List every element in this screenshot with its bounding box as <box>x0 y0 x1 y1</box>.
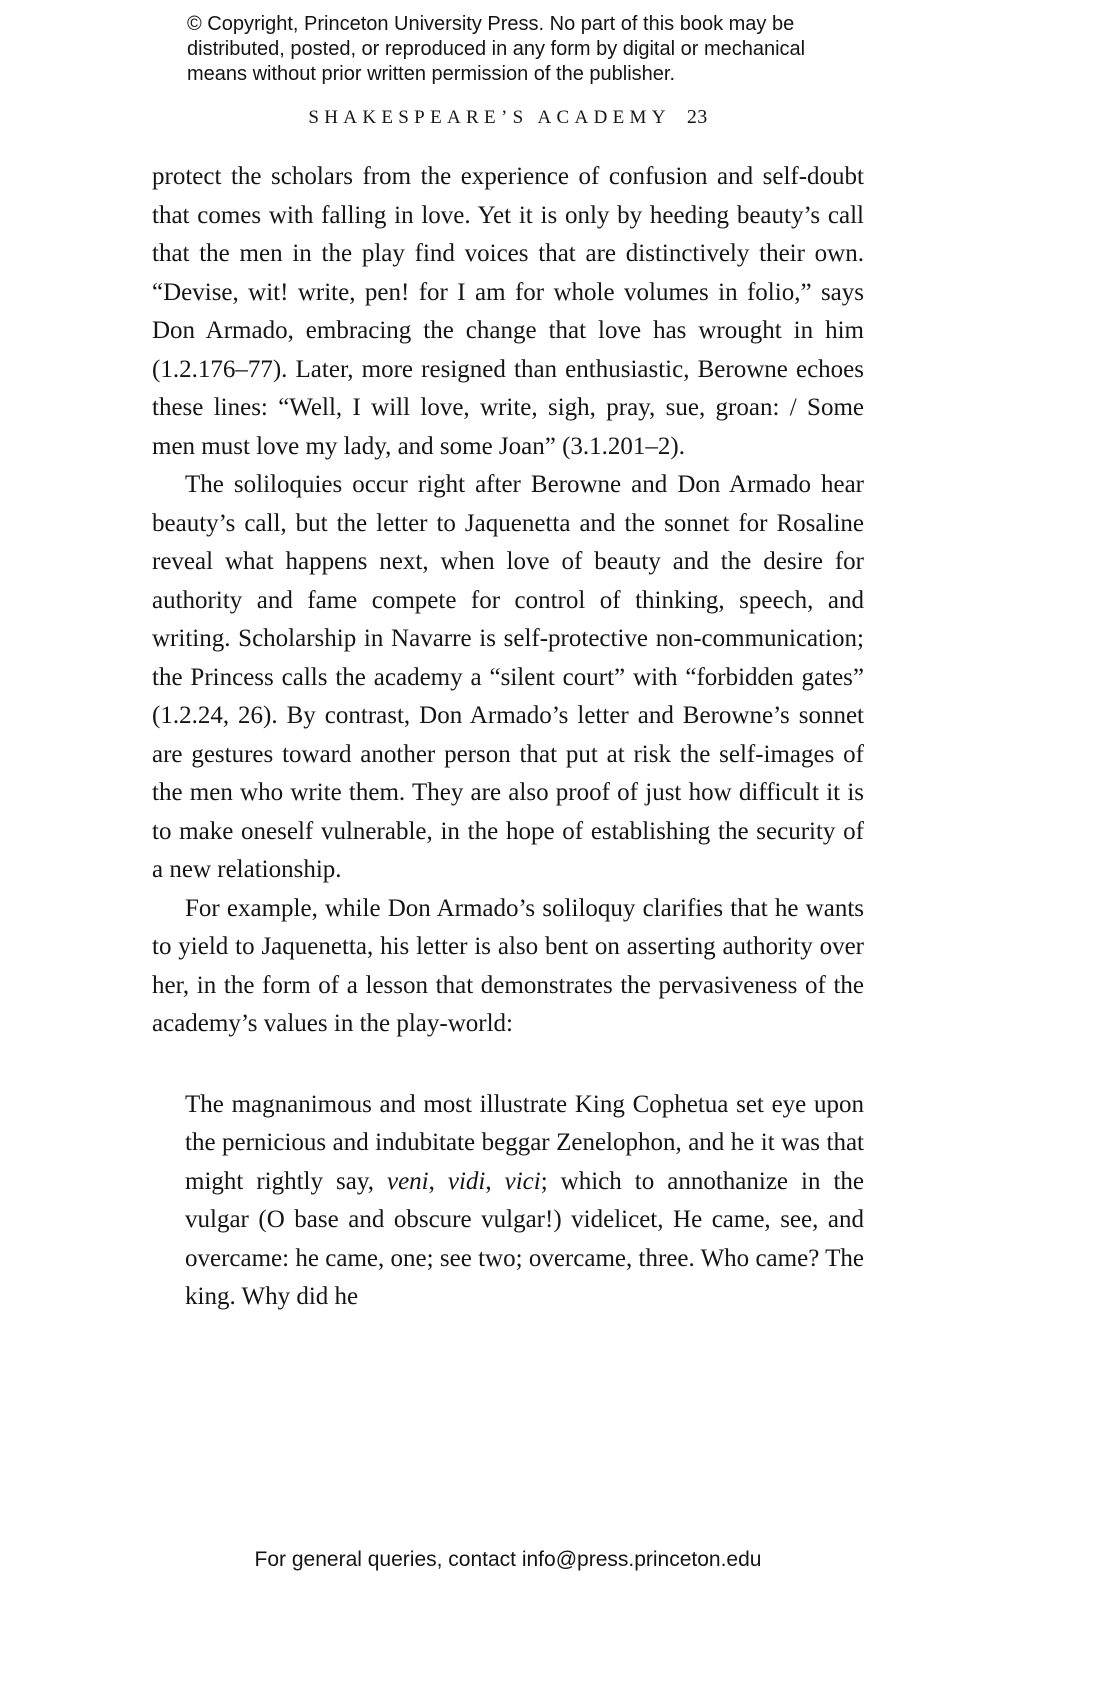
running-head <box>152 106 864 129</box>
paragraph-soliloquies: The soliloquies occur right after Berowne and Don Armado hear beauty’s call, but the letter to Jaquenetta and the sonnet for Rosaline reveal what happens next, when love of beauty and the desire for authority and fame compete for control of thinking, speech, and writing. Scholarship in Navarre is self-protective non-communication; the Princess calls the academy a “silent court” with “forbidden gates” (1.2.24, 26). By contrast, Don Armado’s letter and Berowne’s sonnet are gestures toward another person that put at risk the self-images of the men who write them. They are also proof of just how difficult it is to make oneself vulnerable, in the hope of establishing the security of a new relationship. <box>152 471 864 883</box>
copyright-line: means without prior written permission of the publisher. <box>187 63 676 85</box>
footer-contact: For general queries, contact info@press.princeton.edu <box>254 1548 762 1571</box>
paragraph-for-example: For example, while Don Armado’s soliloquy clarifies that he wants to yield to Jaquenetta, his letter is also bent on asserting authority over her, in the form of a lesson that demonstrates the pervasiveness of the academy’s values in the play-world: <box>152 894 864 1037</box>
copyright-line: distributed, posted, or reproduced in any form by digital or mechanical <box>187 38 806 60</box>
copyright-line: © Copyright, Princeton University Press. No part of this book may be <box>187 13 795 35</box>
page-body <box>152 158 864 1317</box>
paragraph-continuation: protect the scholars from the experience of confusion and self-doubt that comes with falling in love. Yet it is only by heeding beauty’s call that the men in the play find voices that are distinctively their own. “Devise, wit! write, pen! for I am for whole volumes in folio,” says Don Armado, embracing the change that love has wrought in him (1.2.176–77). Later, more resigned than enthusiastic, Berowne echoes these lines: “Well, I will love, write, sigh, pray, sue, groan: / Some men must love my lady, and some Joan” (3.1.201–2). <box>152 163 864 460</box>
running-head-title: SHAKESPEARE’S ACADEMY <box>308 107 671 128</box>
block-quote-armado-letter: The magnanimous and most illustrate King Cophetua set eye upon the pernicious and indubitate beggar Zenelophon, and he it was that might rightly say, veni, vidi, vici; which to annothanize in the vulgar (O base and obscure vulgar!) videlicet, He came, see, and overcame: he came, one; see two; overcame, three. Who came? The king. Why did he <box>185 1090 865 1310</box>
page-number: 23 <box>686 106 708 128</box>
copyright-notice <box>187 12 805 87</box>
